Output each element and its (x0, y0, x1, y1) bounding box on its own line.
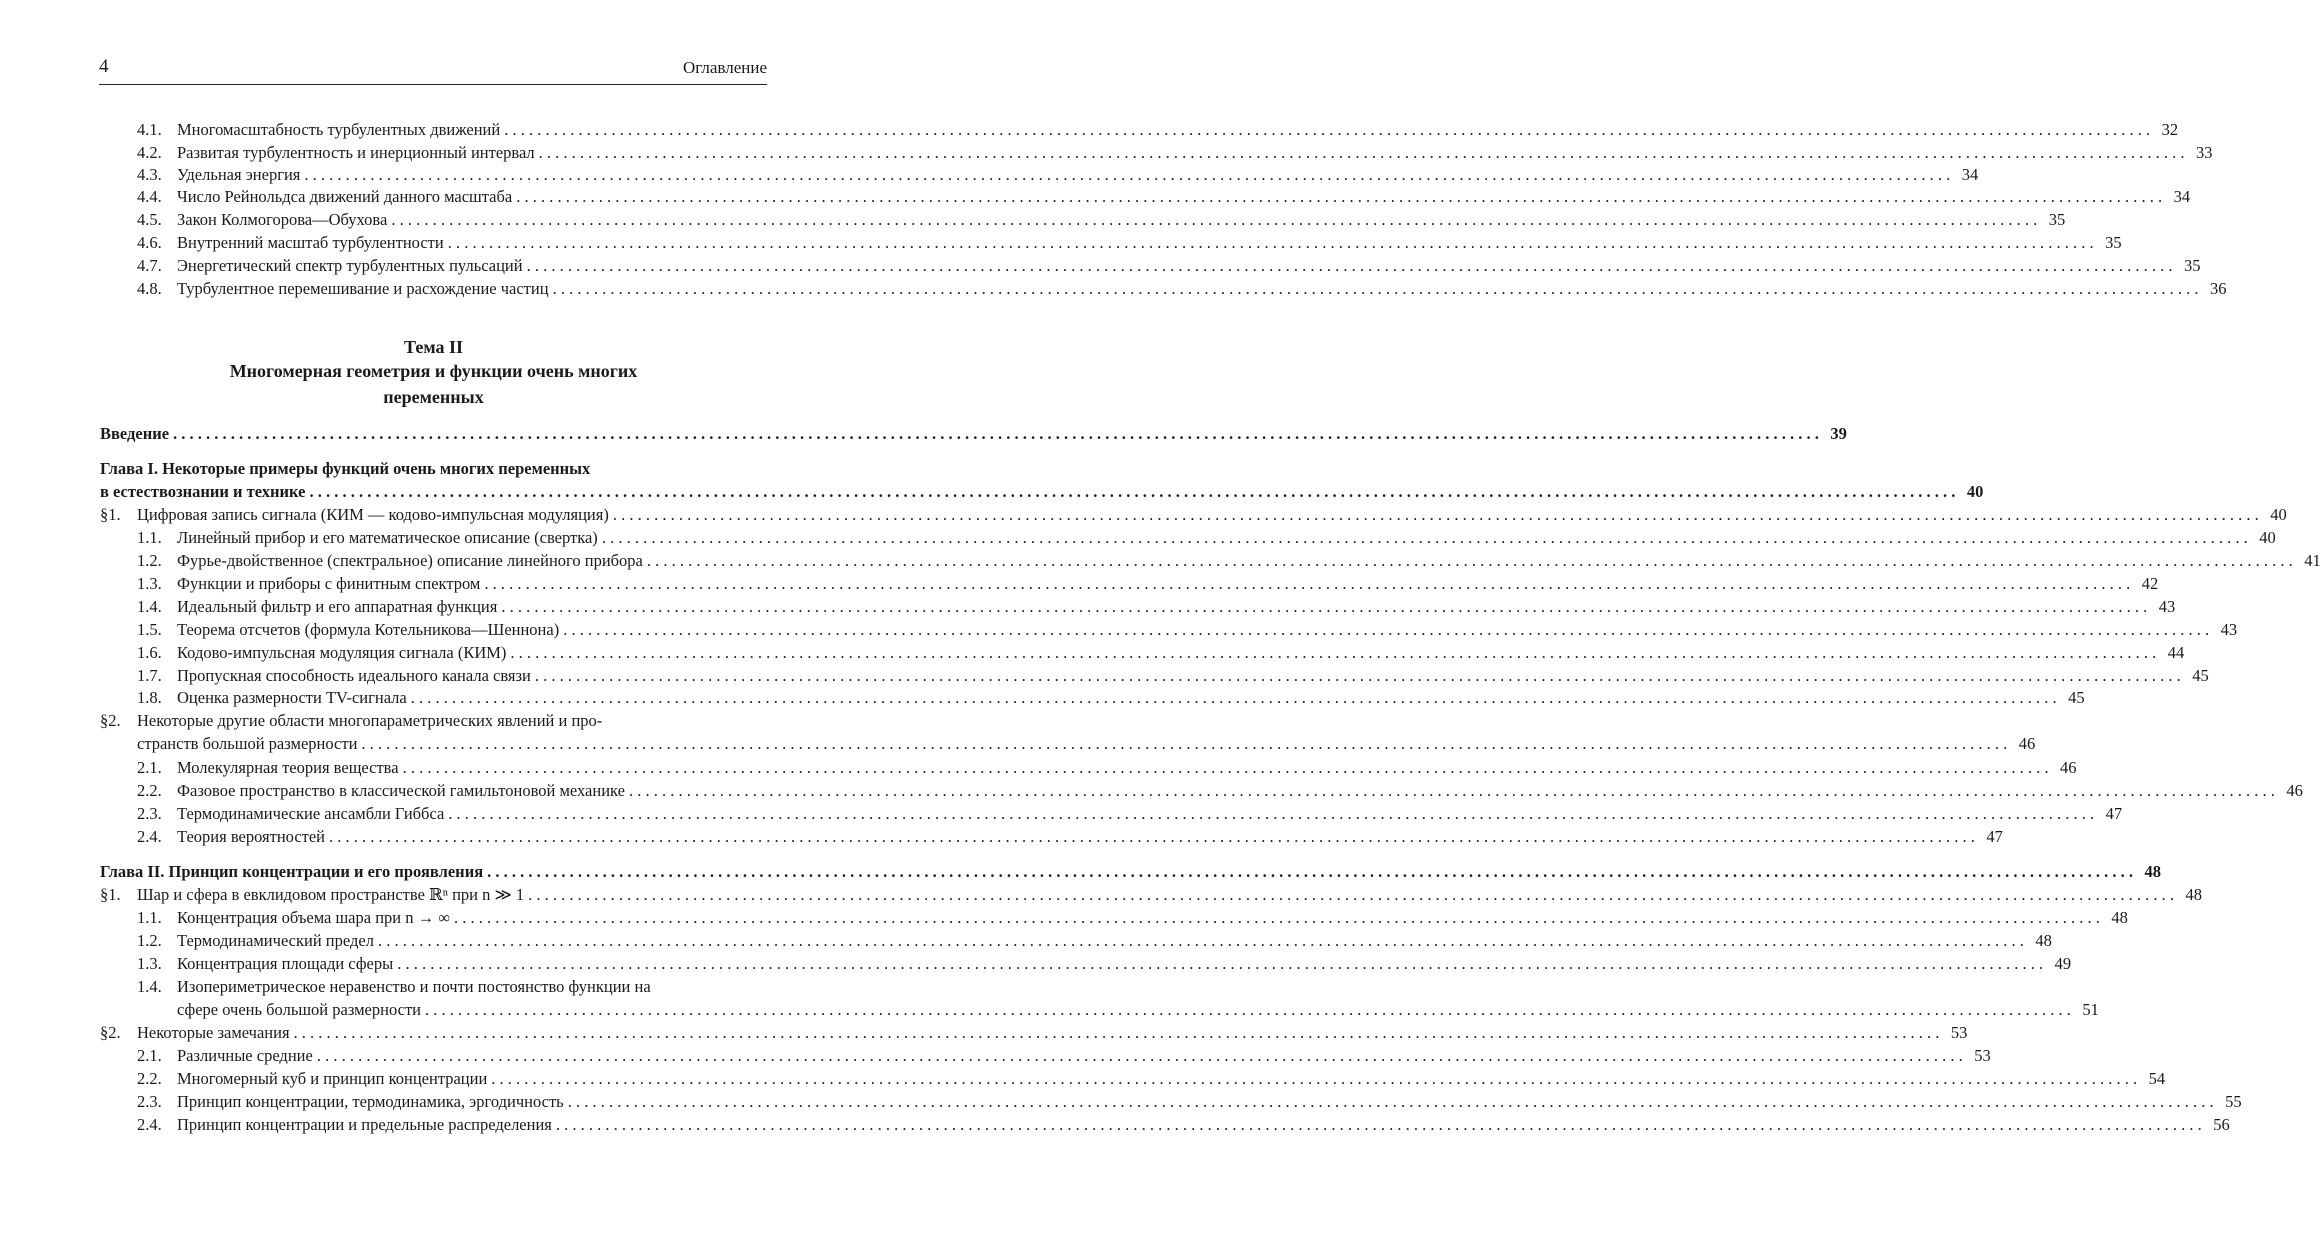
toc-entry[interactable] (137, 826, 2003, 848)
dot-leader: . . . . . . . . . . . . . . . . . . . . . . . . . . . . . . . . . . . . . . . . . . . . . . . . . . . . . . . . . . . . . . . . . . . . . . . . . . . . . . . . . . . . . . . . . . . . . . . . . . . . . . . . . . . . . . . . . . . . . . . . . . . . . . . . . . . . . . . . . . . . . . . . . . . . . . . . . . . . . . . . . . . . . . . . . . . . . . . . . . . . . . . . . . . . . . . . . . . . . . . . (487, 862, 2134, 881)
entry-number: 1.2. (137, 551, 162, 570)
dot-leader: . . . . . . . . . . . . . . . . . . . . . . . . . . . . . . . . . . . . . . . . . . . . . . . . . . . . . . . . . . . . . . . . . . . . . . . . . . . . . . . . . . . . . . . . . . . . . . . . . . . . . . . . . . . . . . . . . . . . . . . . . . . . . . . . . . . . . . . . . . . . . . . . . . . . . . . . . . . . . . . . . . . . . . . . . . . . . . . . . . . . . . . . . . . . . . . . . . . . . . . . (309, 482, 1956, 501)
dot-leader: . . . . . . . . . . . . . . . . . . . . . . . . . . . . . . . . . . . . . . . . . . . . . . . . . . . . . . . . . . . . . . . . . . . . . . . . . . . . . . . . . . . . . . . . . . . . . . . . . . . . . . . . . . . . . . . . . . . . . . . . . . . . . . . . . . . . . . . . . . . . . . . . . . . . . . . . . . . . . . . . . . . . . . . . . . . . . . . . . . . . . . . . . . . . . . . . . . . . . . . . (329, 827, 1975, 846)
toc-entry[interactable] (100, 710, 767, 732)
entry-number: 2.4. (137, 1115, 162, 1134)
entry-title: Принцип концентрации и предельные распределения (177, 1115, 552, 1134)
entry-title: сфере очень большой размерности (177, 1000, 421, 1019)
entry-number: 4.2. (137, 143, 162, 162)
entry-page: 40 (2259, 528, 2276, 547)
toc-entry-continuation[interactable] (137, 733, 2036, 755)
dot-leader: . . . . . . . . . . . . . . . . . . . . . . . . . . . . . . . . . . . . . . . . . . . . . . . . . . . . . . . . . . . . . . . . . . . . . . . . . . . . . . . . . . . . . . . . . . . . . . . . . . . . . . . . . . . . . . . . . . . . . . . . . . . . . . . . . . . . . . . . . . . . . . . . . . . . . . . . . . . . . . . . . . . . . . . . . . . . . . . . . . . . . . . . . . . . . . . . . . . . . . . . (410, 688, 2057, 707)
entry-page: 45 (2068, 688, 2085, 707)
entry-title: Оценка размерности TV-сигнала (177, 688, 407, 707)
entry-page: 33 (2196, 143, 2213, 162)
dot-leader: . . . . . . . . . . . . . . . . . . . . . . . . . . . . . . . . . . . . . . . . . . . . . . . . . . . . . . . . . . . . . . . . . . . . . . . . . . . . . . . . . . . . . . . . . . . . . . . . . . . . . . . . . . . . . . . . . . . . . . . . . . . . . . . . . . . . . . . . . . . . . . . . . . . . . . . . . . . . . . . . . . . . . . . . . . . . . . . . . . . . . . . . . . . . . . . . . . . . . . . . (402, 758, 2049, 777)
toc-entry[interactable] (137, 803, 2123, 825)
entry-number: §1. (100, 885, 121, 904)
toc-entry[interactable] (137, 665, 2209, 687)
dot-leader: . . . . . . . . . . . . . . . . . . . . . . . . . . . . . . . . . . . . . . . . . . . . . . . . . . . . . . . . . . . . . . . . . . . . . . . . . . . . . . . . . . . . . . . . . . . . . . . . . . . . . . . . . . . . . . . . . . . . . . . . . . . . . . . . . . . . . . . . . . . . . . . . . . . . . . . . . . . . . . . . . . . . . . . . . . . . . . . . . . . . . . . . . . . . . . . . . . . . . . . . (552, 279, 2199, 298)
dot-leader: . . . . . . . . . . . . . . . . . . . . . . . . . . . . . . . . . . . . . . . . . . . . . . . . . . . . . . . . . . . . . . . . . . . . . . . . . . . . . . . . . . . . . . . . . . . . . . . . . . . . . . . . . . . . . . . . . . . . . . . . . . . . . . . . . . . . . . . . . . . . . . . . . . . . . . . . . . . . . . . . . . . . . . . . . . . . . . . . . . . . . . . . . . . . . . . . . . . . . . . . (528, 885, 2174, 904)
entry-page: 41 (2304, 551, 2321, 570)
toc-entry[interactable] (137, 232, 2122, 254)
entry-title: Энергетический спектр турбулентных пульсаций (177, 256, 523, 275)
entry-page: 35 (2105, 233, 2122, 252)
entry-page: 53 (1974, 1046, 1991, 1065)
part-title-line2: переменных (383, 387, 484, 407)
entry-page: 39 (1830, 424, 1847, 443)
entry-title: Число Рейнольдса движений данного масштаба (177, 187, 513, 206)
toc-entry[interactable] (100, 504, 2287, 526)
entry-number: 4.4. (137, 187, 162, 206)
toc-entry[interactable] (100, 884, 2202, 906)
entry-title: в естествознании и технике (100, 482, 306, 501)
entry-title: Идеальный фильтр и его аппаратная функция (177, 597, 498, 616)
dot-leader: . . . . . . . . . . . . . . . . . . . . . . . . . . . . . . . . . . . . . . . . . . . . . . . . . . . . . . . . . . . . . . . . . . . . . . . . . . . . . . . . . . . . . . . . . . . . . . . . . . . . . . . . . . . . . . . . . . . . . . . . . . . . . . . . . . . . . . . . . . . . . . . . . . . . . . . . . . . . . . . . . . . . . . . . . . . . . . . . . . . . . . . . . . . . . . . . . . . . . . . . (293, 1023, 1940, 1042)
entry-page: 56 (2213, 1115, 2230, 1134)
entry-title: Закон Колмогорова—Обухова (177, 210, 388, 229)
entry-number: 4.1. (137, 120, 162, 139)
dot-leader: . . . . . . . . . . . . . . . . . . . . . . . . . . . . . . . . . . . . . . . . . . . . . . . . . . . . . . . . . . . . . . . . . . . . . . . . . . . . . . . . . . . . . . . . . . . . . . . . . . . . . . . . . . . . . . . . . . . . . . . . . . . . . . . . . . . . . . . . . . . . . . . . . . . . . . . . . . . . . . . . . . . . . . . . . . . . . . . . . . . . . . . . . . . . . . . . . . . . . . . . (454, 908, 2100, 927)
toc-entry[interactable] (137, 619, 2238, 641)
entry-title: Концентрация площади сферы (177, 954, 394, 973)
toc-entry[interactable] (137, 278, 2227, 300)
entry-number: 2.3. (137, 1092, 162, 1111)
toc-entry[interactable] (137, 527, 2276, 549)
entry-number: 1.4. (137, 597, 162, 616)
dot-leader: . . . . . . . . . . . . . . . . . . . . . . . . . . . . . . . . . . . . . . . . . . . . . . . . . . . . . . . . . . . . . . . . . . . . . . . . . . . . . . . . . . . . . . . . . . . . . . . . . . . . . . . . . . . . . . . . . . . . . . . . . . . . . . . . . . . . . . . . . . . . . . . . . . . . . . . . . . . . . . . . . . . . . . . . . . . . . . . . . . . . . . . . . . . . . . . . . . . . . . . . (526, 256, 2173, 275)
entry-page: 44 (2167, 643, 2185, 662)
entry-page: 35 (2183, 256, 2201, 275)
entry-number: 2.2. (137, 1069, 162, 1088)
toc-entry[interactable] (137, 976, 767, 998)
dot-leader: . . . . . . . . . . . . . . . . . . . . . . . . . . . . . . . . . . . . . . . . . . . . . . . . . . . . . . . . . . . . . . . . . . . . . . . . . . . . . . . . . . . . . . . . . . . . . . . . . . . . . . . . . . . . . . . . . . . . . . . . . . . . . . . . . . . . . . . . . . . . . . . . . . . . . . . . . . . . . . . . . . . . . . . . . . . . . . . . . . . . . . . . . . . . . . . . . . . . . . . . (516, 187, 2163, 206)
entry-number: 2.4. (137, 827, 162, 846)
dot-leader: . . . . . . . . . . . . . . . . . . . . . . . . . . . . . . . . . . . . . . . . . . . . . . . . . . . . . . . . . . . . . . . . . . . . . . . . . . . . . . . . . . . . . . . . . . . . . . . . . . . . . . . . . . . . . . . . . . . . . . . . . . . . . . . . . . . . . . . . . . . . . . . . . . . . . . . . . . . . . . . . . . . . . . . . . . . . . . . . . . . . . . . . . . . . . . . . . . . . . . . . (504, 120, 2151, 139)
entry-title: Шар и сфера в евклидовом пространстве ℝⁿ при n ≫ 1 (137, 885, 525, 904)
entry-title: Термодинамические ансамбли Гиббса (177, 804, 445, 823)
toc-entry[interactable] (137, 1091, 2242, 1113)
toc-entry[interactable] (137, 186, 2191, 208)
entry-page: 40 (2270, 505, 2287, 524)
entry-number: 1.1. (137, 908, 162, 927)
part-title-line1: Многомерная геометрия и функции очень многих (229, 361, 638, 381)
entry-title: Многомасштабность турбулентных движений (177, 120, 501, 139)
toc-entry[interactable] (137, 142, 2213, 164)
toc-entry[interactable] (100, 861, 2162, 883)
toc-entry[interactable] (137, 757, 2077, 779)
entry-number: 4.7. (137, 256, 162, 275)
entry-title: Фурье-двойственное (спектральное) описание линейного прибора (177, 551, 643, 570)
dot-leader: . . . . . . . . . . . . . . . . . . . . . . . . . . . . . . . . . . . . . . . . . . . . . . . . . . . . . . . . . . . . . . . . . . . . . . . . . . . . . . . . . . . . . . . . . . . . . . . . . . . . . . . . . . . . . . . . . . . . . . . . . . . . . . . . . . . . . . . . . . . . . . . . . . . . . . . . . . . . . . . . . . . . . . . . . . . . . . . . . . . . . . . . . . . . . . . . . . . . . . . . (377, 931, 2024, 950)
entry-page: 32 (2161, 120, 2179, 139)
entry-page: 34 (1961, 165, 1979, 184)
toc-entry-continuation[interactable] (100, 481, 1984, 503)
dot-leader: . . . . . . . . . . . . . . . . . . . . . . . . . . . . . . . . . . . . . . . . . . . . . . . . . . . . . . . . . . . . . . . . . . . . . . . . . . . . . . . . . . . . . . . . . . . . . . . . . . . . . . . . . . . . . . . . . . . . . . . . . . . . . . . . . . . . . . . . . . . . . . . . . . . . . . . . . . . . . . . . . . . . . . . . . . . . . . . . . . . . . . . . . . . . . . . . . . . . . . . . (510, 643, 2157, 662)
entry-title: Функции и приборы с финитным спектром (177, 574, 481, 593)
entry-title: Фазовое пространство в классической гамильтоновой механике (177, 781, 625, 800)
entry-title: Кодово-импульсная модуляция сигнала (КИМ) (177, 643, 507, 662)
entry-title: Глава I. Некоторые примеры функций очень многих переменных (100, 459, 591, 478)
entry-page: 49 (2054, 954, 2072, 973)
entry-title: Удельная энергия (177, 165, 301, 184)
entry-title: Цифровая запись сигнала (КИМ — кодово-импульсная модуляция) (137, 505, 609, 524)
toc-entry[interactable] (137, 550, 2321, 572)
entry-number: 1.2. (137, 931, 162, 950)
entry-number: 4.6. (137, 233, 162, 252)
dot-leader: . . . . . . . . . . . . . . . . . . . . . . . . . . . . . . . . . . . . . . . . . . . . . . . . . . . . . . . . . . . . . . . . . . . . . . . . . . . . . . . . . . . . . . . . . . . . . . . . . . . . . . . . . . . . . . . . . . . . . . . . . . . . . . . . . . . . . . . . . . . . . . . . . . . . . . . . . . . . . . . . . . . . . . . . . . . . . . . . . . . . . . . . . . . . . . . . . . . . . . . . (397, 954, 2044, 973)
page-number: 4 (99, 56, 109, 77)
entry-title: Термодинамический предел (177, 931, 374, 950)
entry-title: Теория вероятностей (177, 827, 326, 846)
running-title: Оглавление (683, 58, 767, 77)
toc-entry[interactable] (137, 780, 2303, 802)
dot-leader: . . . . . . . . . . . . . . . . . . . . . . . . . . . . . . . . . . . . . . . . . . . . . . . . . . . . . . . . . . . . . . . . . . . . . . . . . . . . . . . . . . . . . . . . . . . . . . . . . . . . . . . . . . . . . . . . . . . . . . . . . . . . . . . . . . . . . . . . . . . . . . . . . . . . . . . . . . . . . . . . . . . . . . . . . . . . . . . . . . . . . . . . . . . . . . . . . . . . . . . . (612, 505, 2259, 524)
entry-page: 53 (1950, 1023, 1968, 1042)
entry-title: Различные средние (177, 1046, 313, 1065)
entry-number: 1.7. (137, 666, 162, 685)
entry-title: Некоторые другие области многопараметрических явлений и про- (137, 711, 603, 730)
dot-leader: . . . . . . . . . . . . . . . . . . . . . . . . . . . . . . . . . . . . . . . . . . . . . . . . . . . . . . . . . . . . . . . . . . . . . . . . . . . . . . . . . . . . . . . . . . . . . . . . . . . . . . . . . . . . . . . . . . . . . . . . . . . . . . . . . . . . . . . . . . . . . . . . . . . . . . . . . . . . . . . . . . . . . . . . . . . . . . . . . . . . . . . . . . . . . . . . . . . . . . . . (538, 143, 2185, 162)
entry-title: Линейный прибор и его математическое описание (свертка) (177, 528, 598, 547)
entry-title: Внутренний масштаб турбулентности (177, 233, 444, 252)
dot-leader: . . . . . . . . . . . . . . . . . . . . . . . . . . . . . . . . . . . . . . . . . . . . . . . . . . . . . . . . . . . . . . . . . . . . . . . . . . . . . . . . . . . . . . . . . . . . . . . . . . . . . . . . . . . . . . . . . . . . . . . . . . . . . . . . . . . . . . . . . . . . . . . . . . . . . . . . . . . . . . . . . . . . . . . . . . . . . . . . . . . . . . . . . . . . . . . . . . . . . . . . (448, 804, 2095, 823)
entry-page: 35 (2048, 210, 2066, 229)
dot-leader: . . . . . . . . . . . . . . . . . . . . . . . . . . . . . . . . . . . . . . . . . . . . . . . . . . . . . . . . . . . . . . . . . . . . . . . . . . . . . . . . . . . . . . . . . . . . . . . . . . . . . . . . . . . . . . . . . . . . . . . . . . . . . . . . . . . . . . . . . . . . . . . . . . . . . . . . . . . . . . . . . . . . . . . . . . . . . . . . . . . . . . . . . . . . . . . . . . . . . . . . (304, 165, 1951, 184)
entry-page: 34 (2173, 187, 2191, 206)
entry-number: 1.6. (137, 643, 162, 662)
entry-title: Теорема отсчетов (формула Котельникова—Шеннона) (177, 620, 560, 639)
entry-number: 1.4. (137, 977, 162, 996)
entry-title: Турбулентное перемешивание и расхождение частиц (177, 279, 549, 298)
entry-page: 43 (2220, 620, 2238, 639)
entry-number: 1.1. (137, 528, 162, 547)
toc-entry[interactable] (137, 1114, 2230, 1136)
entry-page: 40 (1966, 482, 1984, 501)
entry-number: 1.5. (137, 620, 162, 639)
entry-title: Изопериметрическое неравенство и почти постоянство функции на (177, 977, 651, 996)
entry-page: 46 (2286, 781, 2303, 800)
dot-leader: . . . . . . . . . . . . . . . . . . . . . . . . . . . . . . . . . . . . . . . . . . . . . . . . . . . . . . . . . . . . . . . . . . . . . . . . . . . . . . . . . . . . . . . . . . . . . . . . . . . . . . . . . . . . . . . . . . . . . . . . . . . . . . . . . . . . . . . . . . . . . . . . . . . . . . . . . . . . . . . . . . . . . . . . . . . . . . . . . . . . . . . . . . . . . . . . . . . . . . . . (534, 666, 2181, 685)
entry-number: 4.5. (137, 210, 162, 229)
entry-title: странств большой размерности (137, 734, 358, 753)
entry-number: 1.3. (137, 954, 162, 973)
dot-leader: . . . . . . . . . . . . . . . . . . . . . . . . . . . . . . . . . . . . . . . . . . . . . . . . . . . . . . . . . . . . . . . . . . . . . . . . . . . . . . . . . . . . . . . . . . . . . . . . . . . . . . . . . . . . . . . . . . . . . . . . . . . . . . . . . . . . . . . . . . . . . . . . . . . . . . . . . . . . . . . . . . . . . . . . . . . . . . . . . . . . . . . . . . . . . . . . . . . . . . . . (563, 620, 2210, 639)
entry-page: 51 (2082, 1000, 2099, 1019)
entry-number: §2. (100, 1023, 121, 1042)
toc-entry[interactable] (100, 458, 767, 480)
entry-page: 46 (2018, 734, 2036, 753)
entry-page: 48 (2035, 931, 2052, 950)
dot-leader: . . . . . . . . . . . . . . . . . . . . . . . . . . . . . . . . . . . . . . . . . . . . . . . . . . . . . . . . . . . . . . . . . . . . . . . . . . . . . . . . . . . . . . . . . . . . . . . . . . . . . . . . . . . . . . . . . . . . . . . . . . . . . . . . . . . . . . . . . . . . . . . . . . . . . . . . . . . . . . . . . . . . . . . . . . . . . . . . . . . . . . . . . . . . . . . . . . . . . . . . (425, 1000, 2071, 1019)
entry-title: Концентрация объема шара при n → ∞ (177, 908, 450, 927)
part-label: Тема II (404, 337, 463, 357)
entry-title: Многомерный куб и принцип концентрации (177, 1069, 488, 1088)
dot-leader: . . . . . . . . . . . . . . . . . . . . . . . . . . . . . . . . . . . . . . . . . . . . . . . . . . . . . . . . . . . . . . . . . . . . . . . . . . . . . . . . . . . . . . . . . . . . . . . . . . . . . . . . . . . . . . . . . . . . . . . . . . . . . . . . . . . . . . . . . . . . . . . . . . . . . . . . . . . . . . . . . . . . . . . . . . . . . . . . . . . . . . . . . . . . . . . . . . . . . . . . (555, 1115, 2202, 1134)
entry-page: 54 (2148, 1069, 2166, 1088)
dot-leader: . . . . . . . . . . . . . . . . . . . . . . . . . . . . . . . . . . . . . . . . . . . . . . . . . . . . . . . . . . . . . . . . . . . . . . . . . . . . . . . . . . . . . . . . . . . . . . . . . . . . . . . . . . . . . . . . . . . . . . . . . . . . . . . . . . . . . . . . . . . . . . . . . . . . . . . . . . . . . . . . . . . . . . . . . . . . . . . . . . . . . . . . . . . . . . . . . . . . . . . . (391, 210, 2038, 229)
dot-leader: . . . . . . . . . . . . . . . . . . . . . . . . . . . . . . . . . . . . . . . . . . . . . . . . . . . . . . . . . . . . . . . . . . . . . . . . . . . . . . . . . . . . . . . . . . . . . . . . . . . . . . . . . . . . . . . . . . . . . . . . . . . . . . . . . . . . . . . . . . . . . . . . . . . . . . . . . . . . . . . . . . . . . . . . . . . . . . . . . . . . . . . . . . . . . . . . . . . . . . . . (628, 781, 2275, 800)
dot-leader: . . . . . . . . . . . . . . . . . . . . . . . . . . . . . . . . . . . . . . . . . . . . . . . . . . . . . . . . . . . . . . . . . . . . . . . . . . . . . . . . . . . . . . . . . . . . . . . . . . . . . . . . . . . . . . . . . . . . . . . . . . . . . . . . . . . . . . . . . . . . . . . . . . . . . . . . . . . . . . . . . . . . . . . . . . . . . . . . . . . . . . . . . . . . . . . . . . . . . . . . (501, 597, 2148, 616)
dot-leader: . . . . . . . . . . . . . . . . . . . . . . . . . . . . . . . . . . . . . . . . . . . . . . . . . . . . . . . . . . . . . . . . . . . . . . . . . . . . . . . . . . . . . . . . . . . . . . . . . . . . . . . . . . . . . . . . . . . . . . . . . . . . . . . . . . . . . . . . . . . . . . . . . . . . . . . . . . . . . . . . . . . . . . . . . . . . . . . . . . . . . . . . . . . . . . . . . . . . . . . . (173, 424, 1819, 443)
toc-entry[interactable] (137, 209, 2066, 231)
toc-entry[interactable] (137, 164, 1979, 186)
toc-entry[interactable] (137, 596, 2176, 618)
dot-leader: . . . . . . . . . . . . . . . . . . . . . . . . . . . . . . . . . . . . . . . . . . . . . . . . . . . . . . . . . . . . . . . . . . . . . . . . . . . . . . . . . . . . . . . . . . . . . . . . . . . . . . . . . . . . . . . . . . . . . . . . . . . . . . . . . . . . . . . . . . . . . . . . . . . . . . . . . . . . . . . . . . . . . . . . . . . . . . . . . . . . . . . . . . . . . . . . . . . . . . . . (601, 528, 2248, 547)
entry-title: Глава II. Принцип концентрации и его проявления (100, 862, 484, 881)
toc-entry[interactable] (137, 1068, 2166, 1090)
entry-page: 43 (2158, 597, 2176, 616)
entry-title: Молекулярная теория вещества (177, 758, 399, 777)
entry-number: 2.3. (137, 804, 162, 823)
entry-page: 55 (2225, 1092, 2242, 1111)
entry-title: Пропускная способность идеального канала связи (177, 666, 531, 685)
entry-title: Введение (100, 424, 170, 443)
toc-entry[interactable] (137, 930, 2052, 952)
entry-number: 4.8. (137, 279, 162, 298)
dot-leader: . . . . . . . . . . . . . . . . . . . . . . . . . . . . . . . . . . . . . . . . . . . . . . . . . . . . . . . . . . . . . . . . . . . . . . . . . . . . . . . . . . . . . . . . . . . . . . . . . . . . . . . . . . . . . . . . . . . . . . . . . . . . . . . . . . . . . . . . . . . . . . . . . . . . . . . . . . . . . . . . . . . . . . . . . . . . . . . . . . . . . . . . . . . . . . . . . . . . . . . . (646, 551, 2293, 570)
toc-entry[interactable] (137, 687, 2085, 709)
toc-entry[interactable] (137, 1045, 1991, 1067)
dot-leader: . . . . . . . . . . . . . . . . . . . . . . . . . . . . . . . . . . . . . . . . . . . . . . . . . . . . . . . . . . . . . . . . . . . . . . . . . . . . . . . . . . . . . . . . . . . . . . . . . . . . . . . . . . . . . . . . . . . . . . . . . . . . . . . . . . . . . . . . . . . . . . . . . . . . . . . . . . . . . . . . . . . . . . . . . . . . . . . . . . . . . . . . . . . . . . . . . . . . . . . . (316, 1046, 1963, 1065)
dot-leader: . . . . . . . . . . . . . . . . . . . . . . . . . . . . . . . . . . . . . . . . . . . . . . . . . . . . . . . . . . . . . . . . . . . . . . . . . . . . . . . . . . . . . . . . . . . . . . . . . . . . . . . . . . . . . . . . . . . . . . . . . . . . . . . . . . . . . . . . . . . . . . . . . . . . . . . . . . . . . . . . . . . . . . . . . . . . . . . . . . . . . . . . . . . . . . . . . . . . . . . . (447, 233, 2094, 252)
entry-page: 47 (1986, 827, 2003, 846)
entry-number: 2.1. (137, 1046, 162, 1065)
entry-title: Принцип концентрации, термодинамика, эргодичность (177, 1092, 564, 1111)
entry-number: 2.1. (137, 758, 162, 777)
entry-page: 45 (2192, 666, 2209, 685)
entry-page: 42 (2141, 574, 2159, 593)
entry-number: §1. (100, 505, 121, 524)
entry-number: 4.3. (137, 165, 162, 184)
entry-page: 47 (2105, 804, 2123, 823)
toc-entry[interactable] (100, 1022, 1968, 1044)
toc-entry-continuation[interactable] (177, 999, 2099, 1021)
toc-entry[interactable] (137, 907, 2128, 929)
entry-title: Некоторые замечания (137, 1023, 290, 1042)
entry-number: §2. (100, 711, 121, 730)
toc-entry[interactable] (137, 953, 2072, 975)
toc-entry[interactable] (137, 255, 2201, 277)
header-rule (99, 84, 767, 85)
dot-leader: . . . . . . . . . . . . . . . . . . . . . . . . . . . . . . . . . . . . . . . . . . . . . . . . . . . . . . . . . . . . . . . . . . . . . . . . . . . . . . . . . . . . . . . . . . . . . . . . . . . . . . . . . . . . . . . . . . . . . . . . . . . . . . . . . . . . . . . . . . . . . . . . . . . . . . . . . . . . . . . . . . . . . . . . . . . . . . . . . . . . . . . . . . . . . . . . . . . . . . . . (491, 1069, 2138, 1088)
entry-page: 48 (2144, 862, 2162, 881)
dot-leader: . . . . . . . . . . . . . . . . . . . . . . . . . . . . . . . . . . . . . . . . . . . . . . . . . . . . . . . . . . . . . . . . . . . . . . . . . . . . . . . . . . . . . . . . . . . . . . . . . . . . . . . . . . . . . . . . . . . . . . . . . . . . . . . . . . . . . . . . . . . . . . . . . . . . . . . . . . . . . . . . . . . . . . . . . . . . . . . . . . . . . . . . . . . . . . . . . . . . . . . . (361, 734, 2008, 753)
toc-entry[interactable] (137, 642, 2185, 664)
entry-page: 46 (2059, 758, 2077, 777)
entry-page: 48 (2111, 908, 2128, 927)
entry-number: 1.8. (137, 688, 162, 707)
toc-entry[interactable] (137, 573, 2159, 595)
entry-number: 1.3. (137, 574, 162, 593)
entry-title: Развитая турбулентность и инерционный интервал (177, 143, 535, 162)
toc-entry[interactable] (137, 119, 2179, 141)
entry-page: 36 (2209, 279, 2227, 298)
entry-number: 2.2. (137, 781, 162, 800)
toc-entry[interactable] (100, 423, 1847, 445)
entry-page: 48 (2185, 885, 2202, 904)
dot-leader: . . . . . . . . . . . . . . . . . . . . . . . . . . . . . . . . . . . . . . . . . . . . . . . . . . . . . . . . . . . . . . . . . . . . . . . . . . . . . . . . . . . . . . . . . . . . . . . . . . . . . . . . . . . . . . . . . . . . . . . . . . . . . . . . . . . . . . . . . . . . . . . . . . . . . . . . . . . . . . . . . . . . . . . . . . . . . . . . . . . . . . . . . . . . . . . . . . . . . . . . (567, 1092, 2214, 1111)
dot-leader: . . . . . . . . . . . . . . . . . . . . . . . . . . . . . . . . . . . . . . . . . . . . . . . . . . . . . . . . . . . . . . . . . . . . . . . . . . . . . . . . . . . . . . . . . . . . . . . . . . . . . . . . . . . . . . . . . . . . . . . . . . . . . . . . . . . . . . . . . . . . . . . . . . . . . . . . . . . . . . . . . . . . . . . . . . . . . . . . . . . . . . . . . . . . . . . . . . . . . . . . (484, 574, 2131, 593)
